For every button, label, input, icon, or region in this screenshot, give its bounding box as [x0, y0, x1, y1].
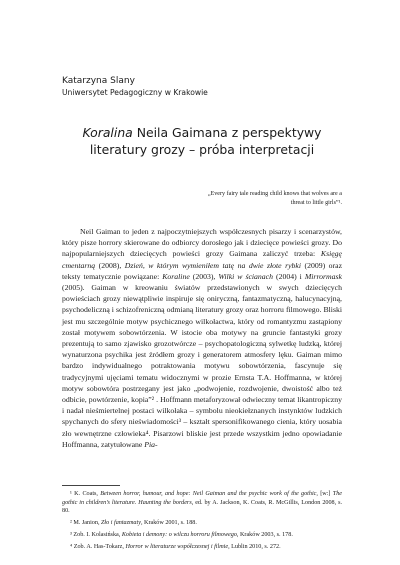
footnote-italic-run: Horror w literaturze współczesnej i filmie [125, 544, 229, 551]
article-title-rest: Neila Gaimana z perspektywy literatury grozy – próba interpretacji [89, 125, 322, 157]
footnote-text-run: , Kraków 2003, s. 178. [236, 532, 293, 539]
footnote-text-run: Zob. I. Kolasińska, [71, 532, 122, 539]
body-italic-run: Wilki w ścianach [218, 271, 274, 281]
body-italic-run: Dzień, w którym wymieniłem tatę na dwie złote rybki [124, 260, 302, 270]
footnote-text-run: , [w:] [316, 491, 333, 497]
body-text-run: (2005). Gaiman w kreowaniu światów przedstawionych w swych dziecięcych powieściach grozy niewątpliwie inspiruje się oniryczną, fantazmatyczną, halucynacyjną, psychodeliczną i schizofreniczną odmianą literatury grozy oraz horroru filmowego. Bliski jest mu szczególnie motyw psychicznego wilkołactwa, który od romantyzmu zastąpiony został motywem sobowtórzenia. W istocie oba motywy na gruncie fantastyki grozy prezentują to samo zjawisko grozotwórcze – psychopatologiczną sylwetkę ludzką, której wynaturzona psychika jest źródłem grozy i generatorem atmosfery lęku. Gaiman mimo bardzo indywidualnego potraktowania motywu sobowtórzenia, fascynuje się tradycyjnymi ujęciami tematu widocznymi w prozie Ernsta T.A. Hoffmanna, w której motyw sobowtóra postrzegany jest jako „podwojenie, rozdwojenie, dwoistość albo też odbicie, powtórzenie, kopia”² . Hoffmann metaforyzował odwieczny temat likantropiczny i nadał nieśmiertelnej postaci wilkołaka – symbolu nieokiełznanych instynktów ludzkich spychanych do sfery nieświadomości³ – kształt spersonifikowanego cienia, który uosabia zło wewnętrzne człowieka⁴. Pisarzowi bliskie jest przede wszystkim jedno opowiadanie Hoffmanna, zatytułowane [62, 283, 342, 449]
body-text-run: (2003), [189, 271, 219, 281]
body-italic-run: Mirrormask [304, 271, 342, 281]
author-affiliation: Uniwersytet Pedagogiczny w Krakowie [62, 88, 208, 97]
body-paragraph [62, 226, 342, 450]
footnote-italic-run: Kobieta i demony: o wilczu horroru filmowego [121, 532, 237, 539]
body-text-run: (2004) i [273, 271, 305, 281]
footnote [62, 543, 342, 552]
author-name: Katarzyna Slany [62, 76, 135, 86]
body-text-run: (2009) oraz teksty tematycznie powiązane: [62, 260, 343, 281]
body-text [62, 226, 342, 450]
body-text-run: (2008), [95, 260, 125, 270]
epigraph: „Every fairy tale reading child knows that wolves are a threat to little girls”¹. [207, 191, 342, 206]
footnote-text-run: , Lublin 2010, s. 272. [228, 544, 281, 551]
footnote [62, 519, 342, 528]
article-title [62, 124, 342, 158]
footnote-rule [62, 485, 120, 486]
footnote-italic-run: Zło i fantazmaty [101, 520, 141, 527]
footnote [62, 490, 342, 516]
footnote-mark: ³ [70, 532, 72, 539]
footnote-mark: ⁴ [70, 544, 73, 551]
body-italic-run: Koraline [162, 271, 190, 281]
footnotes [62, 490, 342, 555]
footnote-italic-run: The gothic in children’s literature. Haunting the borders [62, 491, 342, 506]
footnote-italic-run: Between horror, humour, and hope: Neil Gaiman and the psychic work of the gothic [100, 491, 317, 497]
footnote-text-run: Zob. A. Has-Tokarz, [72, 544, 126, 551]
body-italic-run: Księgę cmentarną [62, 249, 342, 270]
footnote-text-run: , ed. by A. Jackson, K. Coats, R. McGillis, London 2008, s. 80. [62, 499, 342, 515]
footnote-text-run: , Kraków 2001, s. 188. [140, 520, 197, 527]
footnote-mark: ² [70, 520, 72, 527]
body-text-run: Neil Gaiman to jeden z najpoczytniejszych współczesnych pisarzy i scenarzystów, który pisze horrory skierowane do odbiorcy dorosłego jak i dziecięce powieści grozy. Do najpopularniejszych dziecięcych powieści grozy Gaimana zaliczyć trzeba: [62, 227, 342, 259]
body-italic-run: Pia- [144, 439, 158, 449]
footnote-text-run: K. Coats, [71, 491, 101, 497]
footnote [62, 531, 342, 540]
footnote-mark: ¹ [70, 491, 72, 497]
footnote-text-run: M. Janion, [71, 520, 102, 527]
article-title-italic: Koralina [82, 125, 133, 140]
